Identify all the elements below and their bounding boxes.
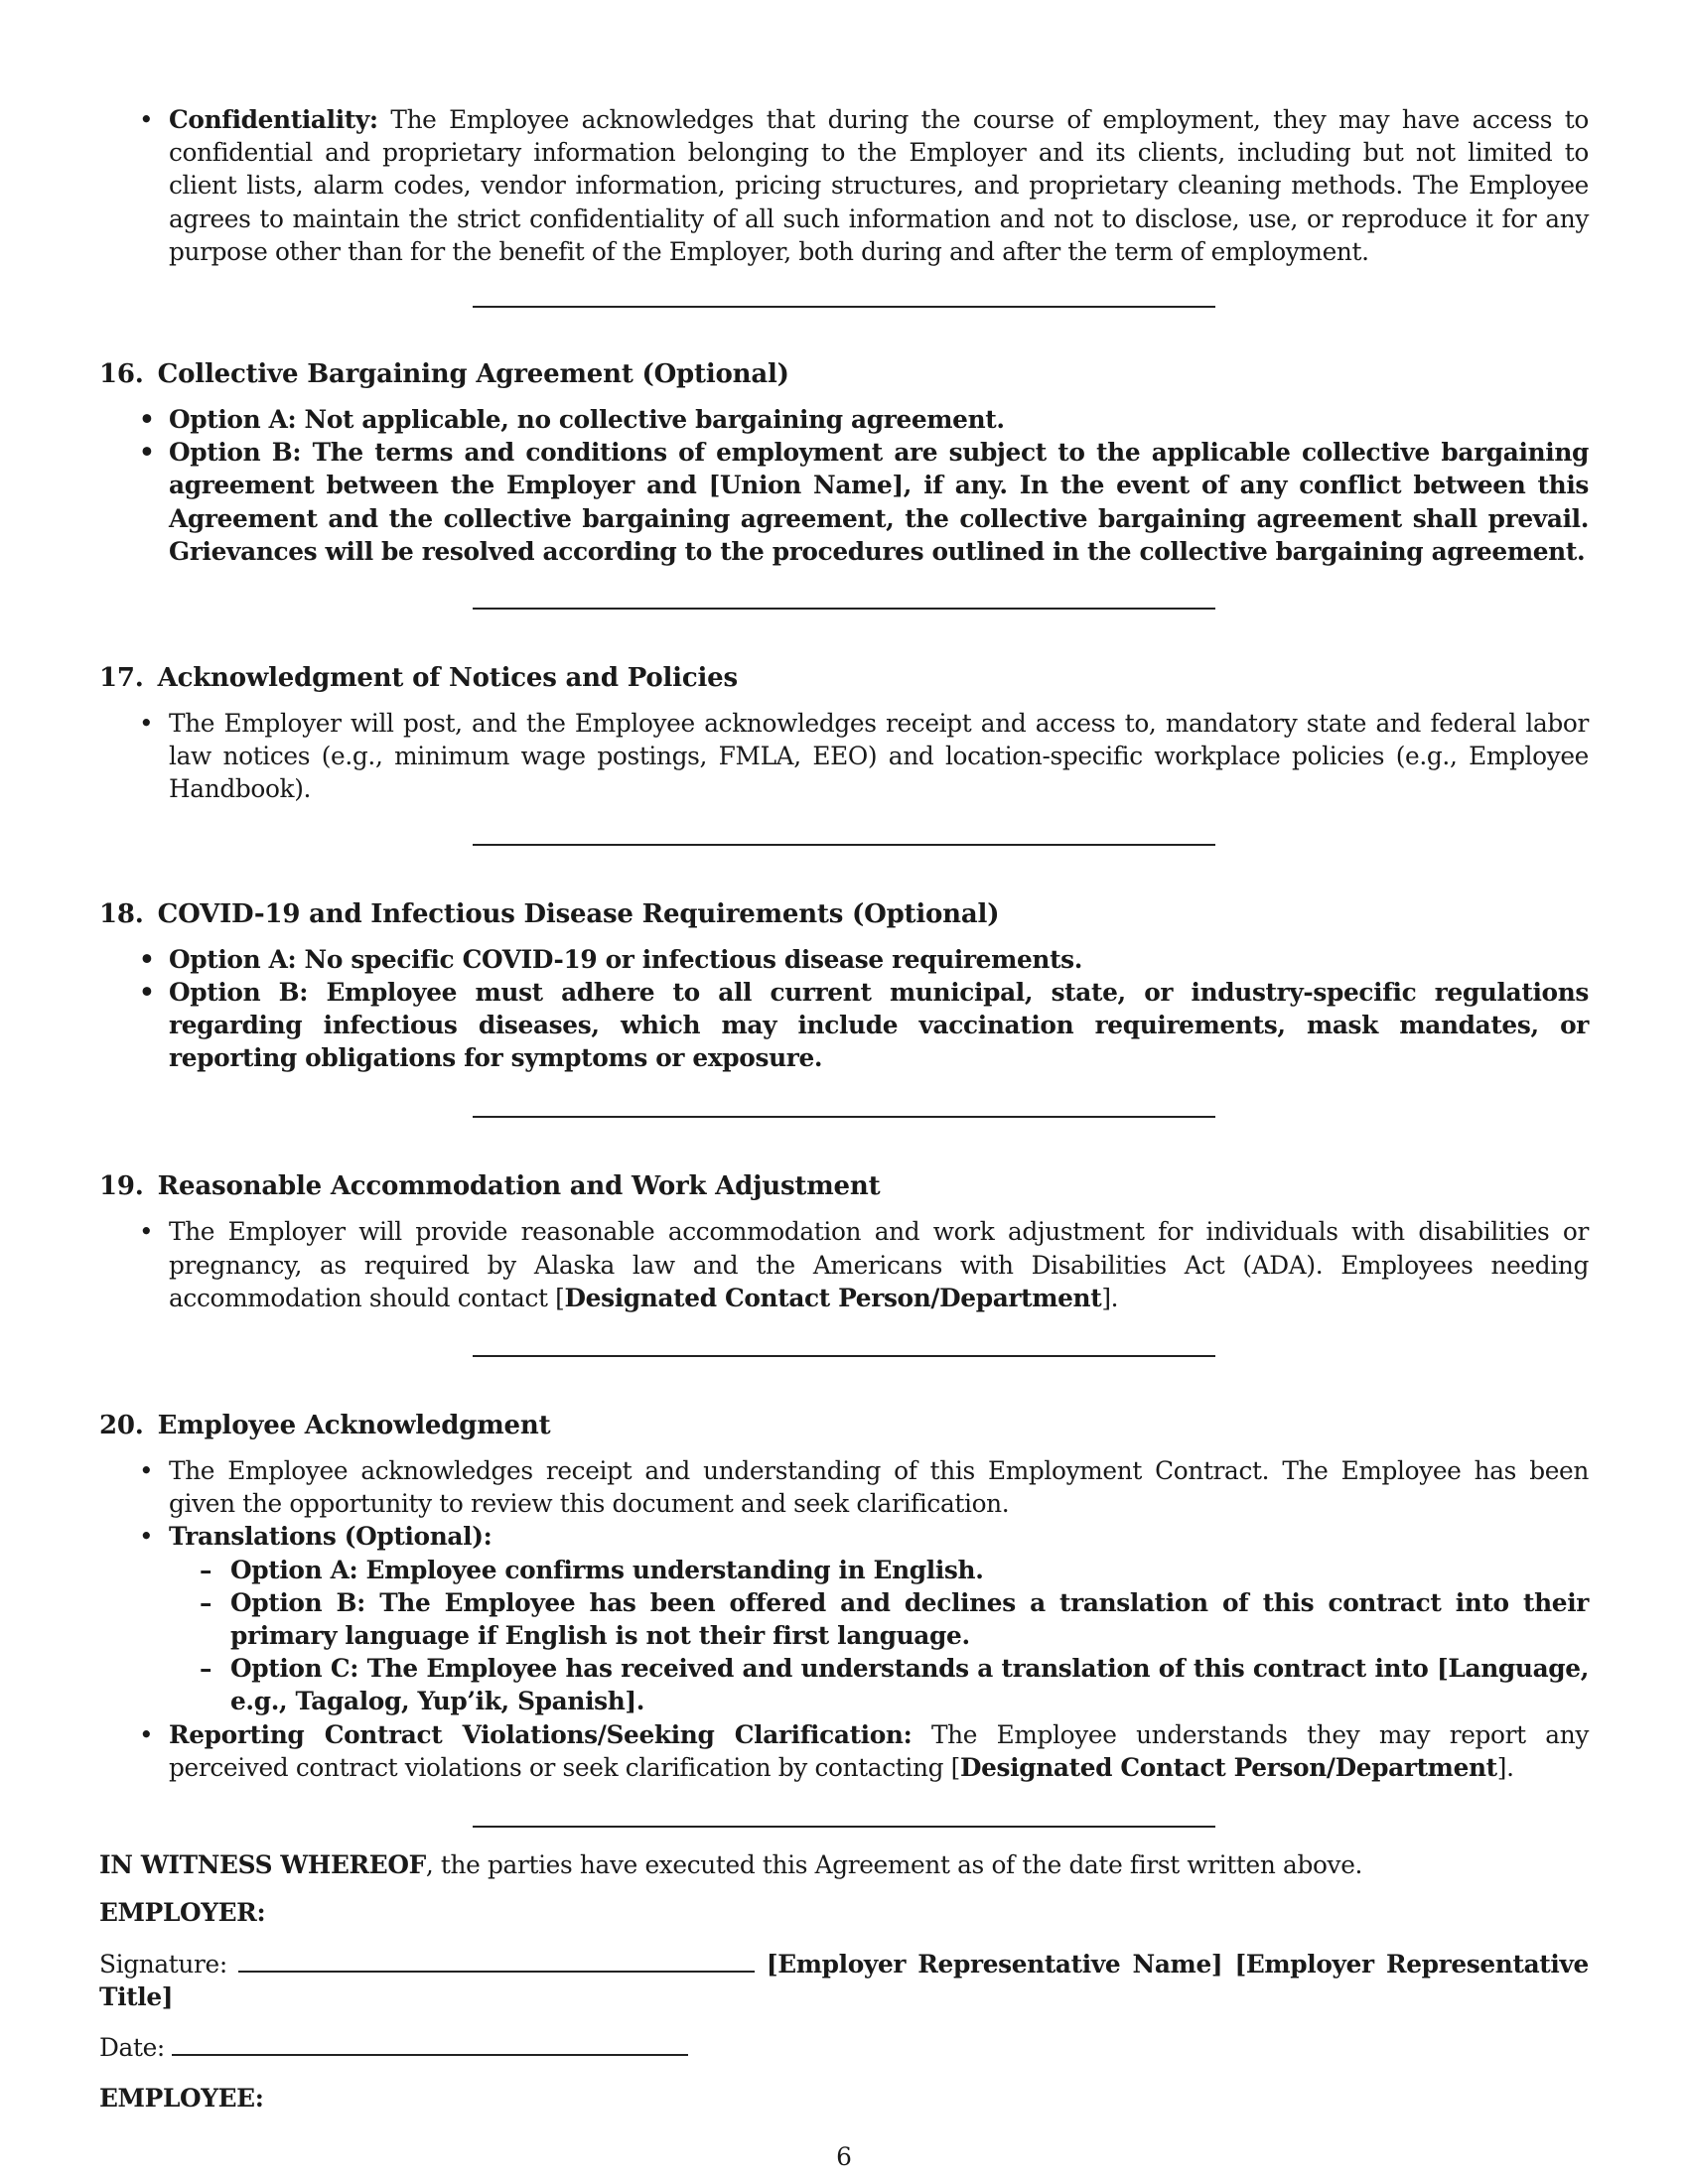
- employee-heading: EMPLOYEE:: [99, 2084, 264, 2114]
- section-divider: [473, 1826, 1215, 1828]
- reporting-item: [99, 1718, 1589, 1784]
- employer-signature-row: [99, 1948, 1589, 2013]
- text-suffix: ].: [1496, 1752, 1514, 1782]
- list-item: • The Employer will post, and the Employee acknowledges receipt and access to, mandatory state and federal labor law notices (e.g., minimum wage postings, FMLA, EEO) and location-specific workplace policies (e.g., Employee Handbook).: [99, 707, 1589, 806]
- signature-label: Signature:: [99, 1949, 227, 1979]
- bracket: ]: [161, 1981, 174, 2011]
- section-divider: [473, 844, 1215, 846]
- section-20-heading: [99, 1409, 1589, 1442]
- rep-title-placeholder: Employer Representative Title: [99, 1949, 1589, 2011]
- translation-options: [169, 1554, 1589, 1718]
- confidentiality-text: The Employee acknowledges that during the course of employment, they may have access to confidential and proprietary information belonging to the Employer and its clients, including but not limited to client lists, alarm codes, vendor information, pricing structures, and proprietary cleaning methods. The Employee agrees to maintain the strict confidentiality of all such information and not to disclose, use, or reproduce it for any purpose other than for the benefit of the Employer, both during and after the term of employment.: [169, 105, 1589, 266]
- employer-heading: EMPLOYER:: [99, 1898, 266, 1928]
- section-16-options: [99, 403, 1589, 568]
- confidentiality-item: [99, 103, 1589, 268]
- section-title: COVID-19 and Infectious Disease Requirements (Optional): [157, 898, 1000, 929]
- translation-option-b: – Option B: The Employee has been offered and declines a translation of this contract into their primary language if English is not their first language.: [169, 1586, 1589, 1652]
- confidentiality-list: [99, 103, 1589, 268]
- translation-option-a: – Option A: Employee confirms understanding in English.: [169, 1554, 1589, 1586]
- section-17-list: [99, 707, 1589, 806]
- signature-line[interactable]: [238, 1949, 755, 1973]
- rep-name-placeholder: Employer Representative Name: [777, 1949, 1211, 1979]
- section-16-heading: [99, 357, 1589, 391]
- option-b: • Option B: Employee must adhere to all current municipal, state, or industry-specific regulations regarding infectious diseases, which may include vaccination requirements, mask mandates, or reporting obligations for symptoms or exposure.: [99, 976, 1589, 1075]
- translations-item: [99, 1520, 1589, 1717]
- witness-lead: IN WITNESS WHEREOF: [99, 1850, 426, 1880]
- section-title: Collective Bargaining Agreement (Optional): [157, 359, 789, 390]
- page-number: 6: [836, 2142, 852, 2171]
- section-20-list: [99, 1454, 1589, 1784]
- reporting-text: The Employee understands they may report any perceived contract violations or seek clarification by contacting [: [169, 1719, 1589, 1782]
- witness-clause: [99, 1848, 1589, 1881]
- section-number: 17.: [99, 663, 144, 694]
- section-17-heading: [99, 661, 1589, 695]
- option-a: • Option A: No specific COVID-19 or infectious disease requirements.: [99, 943, 1589, 976]
- date-line[interactable]: [172, 2032, 688, 2056]
- accommodation-text: The Employer will provide reasonable accommodation and work adjustment for individuals with disabilities or pregnancy, as required by Alaska law and the Americans with Disabilities Act (ADA). Employees needing accommodation should contact [: [169, 1217, 1589, 1312]
- option-b: • Option B: The terms and conditions of employment are subject to the applicable collective bargaining agreement between the Employer and [Union Name], if any. In the event of any conflict between this Agreement and the collective bargaining agreement, the collective bargaining agreement shall prevail. Grievances will be resolved according to the procedures outlined in the collective bargaining agreement.: [99, 436, 1589, 568]
- section-18-options: [99, 943, 1589, 1075]
- bracket: [: [766, 1949, 778, 1979]
- translations-label: Translations (Optional):: [169, 1522, 492, 1552]
- date-label: Date:: [99, 2032, 165, 2062]
- list-item: • The Employee acknowledges receipt and understanding of this Employment Contract. The Employee has been given the opportunity to review this document and seek clarification.: [99, 1454, 1589, 1520]
- section-divider: [473, 1355, 1215, 1357]
- section-18-heading: [99, 897, 1589, 931]
- reporting-label: Reporting Contract Violations/Seeking Clarification:: [169, 1719, 913, 1749]
- section-19-heading: [99, 1169, 1589, 1203]
- section-19-list: [99, 1215, 1589, 1314]
- section-divider: [473, 608, 1215, 610]
- confidentiality-label: Confidentiality:: [169, 105, 378, 134]
- translation-option-c: – Option C: The Employee has received and understands a translation of this contract into [Language, e.g., Tagalog, Yup’ik, Spanish].: [169, 1652, 1589, 1717]
- section-number: 16.: [99, 359, 144, 390]
- section-number: 18.: [99, 898, 144, 929]
- contact-placeholder: Designated Contact Person/Department: [959, 1752, 1497, 1782]
- option-a: • Option A: Not applicable, no collective bargaining agreement.: [99, 403, 1589, 436]
- section-title: Reasonable Accommodation and Work Adjustment: [157, 1171, 881, 1202]
- section-divider: [473, 1116, 1215, 1118]
- document-page: [99, 103, 1589, 2115]
- contact-placeholder: Designated Contact Person/Department: [564, 1283, 1102, 1312]
- employer-date-row: [99, 2031, 1589, 2064]
- section-number: 20.: [99, 1411, 144, 1441]
- section-divider: [473, 306, 1215, 308]
- text-suffix: ].: [1101, 1283, 1119, 1312]
- list-item: [99, 1215, 1589, 1314]
- section-title: Acknowledgment of Notices and Policies: [157, 663, 738, 694]
- witness-text: , the parties have executed this Agreement as of the date first written above.: [425, 1850, 1363, 1880]
- signature-block: [99, 1848, 1589, 2115]
- section-number: 19.: [99, 1171, 144, 1202]
- section-title: Employee Acknowledgment: [157, 1411, 551, 1441]
- bracket: ] [: [1210, 1949, 1246, 1979]
